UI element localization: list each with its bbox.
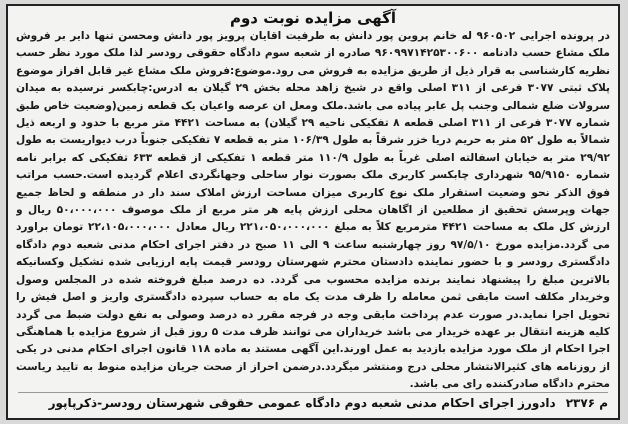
notice-footer [18, 392, 608, 413]
notice-signature: دادورز اجرای احکام مدنی شعبه دوم دادگاه عمومی حقوقی شهرستان رودسر-ذکرپاپور [48, 396, 556, 410]
notice-title: آگهی مزایده نوبت دوم [229, 9, 397, 27]
notice-body: در پرونده اجرایی ۹۶۰۵۰۲ له خانم پروین پور دانش به طرفیت اقایان پرویز پور دانش ومحسن تنها دایر بر فروش ملک مشاع حسب دادنامه ۹۶۰۹۹۷۱۴۲۵۳۰۰۶۰۰ صادره از شعبه سوم دادگاه حقوقی رودسر لذا ملک مورد نظر حسب نظریه کارشناسی به قرار ذیل از طریق مزایده به فروش می رود.موضوع:فروش ملک مشاع غیر قابل افراز موضوع پلاک ثبتی ۳۰۷۷ فرعی از ۳۱۱ اصلی واقع در شیخ زاهد محله بخش ۲۹ گیلان به ادرس:چابکسر نرسیده به میدان سرولات ضلع شمالی وجنب پل عابر پیاده می باشد.ملک ومعل ان عرصه واعیان یک قطعه زمین(وضعیت خاص طبق شماره ۳۰۷۷ فرعی از ۳۱۱ اصلی قطعه ۸ تفکیکی ناحیه ۲۹ گیلان) به مساحت ۴۴۲۱ متر مربع با حدود و اربعه ذیل شمالاً به طول ۵۲ متر به حریم دریا خزر شرقاً به طول ۱۰۶/۳۹ متر به قطعه ۷ تفکیکی جنوباً درب دیواریست به طول ۲۹/۹۲ متر به خیابان اسفالته اصلی غرباً به طول ۱۱۰/۹ متر قطعه ۱ تفکیکی از قطعه ۶۳۳ تفکیکی که برابر نامه شماره ۹۵/۹۱۵۰ شهرداری چابکسر کاربری ملک بصورت نوار ساحلی وجهانگردی اعلام گردیده است.حسب مراتب فوق الذکر نحو وضعیت استقرار ملک نوع کاربری میزان مساحت ارزش املاک سند دار در منطقه و لحاظ جمیع جهات وپرسش تحقیق از مطلعین از اگاهان محلی ارزش پایه هر متر مربع از ملک موصوف ۵۰،۰۰۰،۰۰۰ ریال و ارزش کل ملک به مساحت ۴۴۲۱ مترمربع کلاً به مبلغ ۲۲۱،۰۵۰،۰۰۰،۰۰۰ ریال معادل ۲۲،۱۰۵،۰۰۰،۰۰۰ تومان براورد می گردد.مزایده مورخ ۹۷/۵/۱۰ روز چهارشنبه ساعت ۹ الی ۱۱ صبح در دفتر اجرای احکام مدنی شعبه دوم دادگاه دادگستری رودسر و با حضور نماینده دادستان محترم شهرستان رودسر قیمت پایه ارزیابی شده تشکیل وکسانیکه بالاترین مبلغ را پیشنهاد نمایند برنده مزایده محسوب می گردد. ده درصد مبلغ فروخته شده در المجلس وصول وخریدار مکلف است مابقی ثمن معامله را ظرف مدت یک ماه به حساب سپرده دادگستری واریز و اصل فیش را تحویل اجرا نماید.در صورت عدم پرداخت مابقی وجه در فرجه مقرر ده درصد وصولی به نفع دولت ضبط می گردد کلیه هزینه انتقال بر عهده خریدار می باشد خریداران می توانند ظرف مدت ۵ روز قبل از شروع مزایده با هماهنگی اجرا احکام از ملک مورد مزایده بازدید به عمل اورند.این آگهی مستند به ماده ۱۱۸ قانون اجرای احکام مدنی در یکی از روزنامه های کثیرالانتشار محلی درج ومنتشر میگردد.درضمن احراز از صحت جریان مزایده منوط به تایید ریاست محترم دادگاه صادرکننده رای می باشد. [16, 30, 610, 390]
auction-notice [6, 4, 620, 420]
notice-code: م ۲۳۷۶ [565, 396, 608, 410]
